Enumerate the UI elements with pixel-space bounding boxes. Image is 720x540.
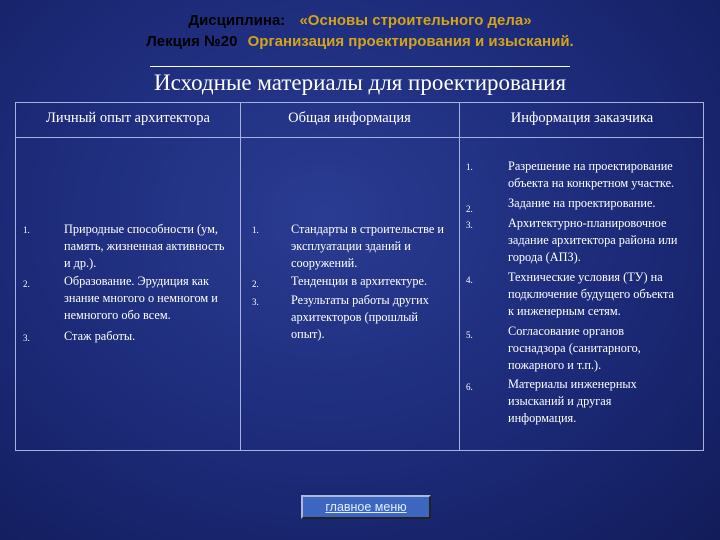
lecture-number: Лекция №20 [146,33,238,50]
main-menu-button[interactable]: главное меню [301,495,431,519]
list-item-line: память, жизненная активность [64,239,225,253]
discipline-label: Дисциплина: [188,12,286,29]
list-item-line: и др.). [64,256,97,270]
list-item-line: госнадзора (санитарного, [508,341,641,355]
list-item [508,158,674,192]
list-number: 2. [466,204,473,214]
list-number: 1. [23,225,30,235]
list-item-line: к инженерным сетям. [508,304,621,318]
list-item [291,221,444,272]
list-item [508,215,678,266]
list-item-line: сооружений. [291,256,358,270]
list-item-line: Разрешение на проектирование [508,159,673,173]
list-item [291,273,427,290]
list-item-line: Результаты работы других [291,293,429,307]
list-item [64,221,224,272]
list-item [64,273,218,324]
list-item-line: Стандарты в строительстве и [291,222,445,236]
list-item-line: Тенденции в архитектуре. [291,274,428,288]
list-number: 3. [252,297,259,307]
list-item [508,376,637,427]
list-item-line: опыт). [291,327,325,341]
list-item-line: изысканий и другая [508,394,612,408]
list-number: 4. [466,275,473,285]
header-divider [16,137,703,138]
list-item-line: Стаж работы. [64,329,136,343]
list-item-line: эксплуатации зданий и [291,239,411,253]
list-item-line: Технические условия (ТУ) на [508,270,663,284]
course-name: «Основы строительного дела» [299,12,532,29]
column-divider [240,103,241,450]
list-item-line: информация. [508,411,577,425]
column-heading-architect-experience: Личный опыт архитектора [46,110,210,126]
list-number: 6. [466,382,473,392]
list-number: 2. [252,279,259,289]
list-number: 3. [466,220,473,230]
list-number: 1. [252,225,259,235]
materials-table [15,102,704,451]
title-divider [150,66,570,67]
list-item-line: знание многого о немногом и [64,291,218,305]
list-item [64,328,135,345]
column-divider [459,103,460,450]
list-item-line: Материалы инженерных [508,377,637,391]
list-item [508,269,674,320]
list-number: 5. [466,330,473,340]
column-heading-general-information: Общая информация [288,110,411,126]
list-item-line: Согласование органов [508,324,625,338]
list-item-line: объекта на конкретном участке. [508,176,675,190]
list-item-line: подключение будущего объекта [508,287,674,301]
list-item-line: города (АПЗ). [508,250,581,264]
list-item [508,323,641,374]
list-item-line: немногого обо всем. [64,308,171,322]
list-item-line: архитекторов (прошлый [291,310,418,324]
list-item-line: Природные способности (ум, [64,222,218,236]
column-heading-client-information: Информация заказчика [510,110,654,126]
list-item-line: Образование. Эрудиция как [64,274,209,288]
slide-title: Исходные материалы для проектирования [153,70,567,95]
list-number: 1. [466,162,473,172]
list-item [291,292,429,343]
lecture-header [0,33,720,50]
list-number: 3. [23,333,30,343]
lecture-topic: Организация проектирования и изысканий. [247,33,574,50]
list-item-line: Архитектурно-планировочное [508,216,667,230]
list-item-line: Задание на проектирование. [508,196,656,210]
list-item-line: задание архитектора района или [508,233,678,247]
list-number: 2. [23,279,30,289]
list-item [508,195,656,212]
list-item-line: пожарного и т.п.). [508,358,602,372]
course-header [0,12,720,29]
